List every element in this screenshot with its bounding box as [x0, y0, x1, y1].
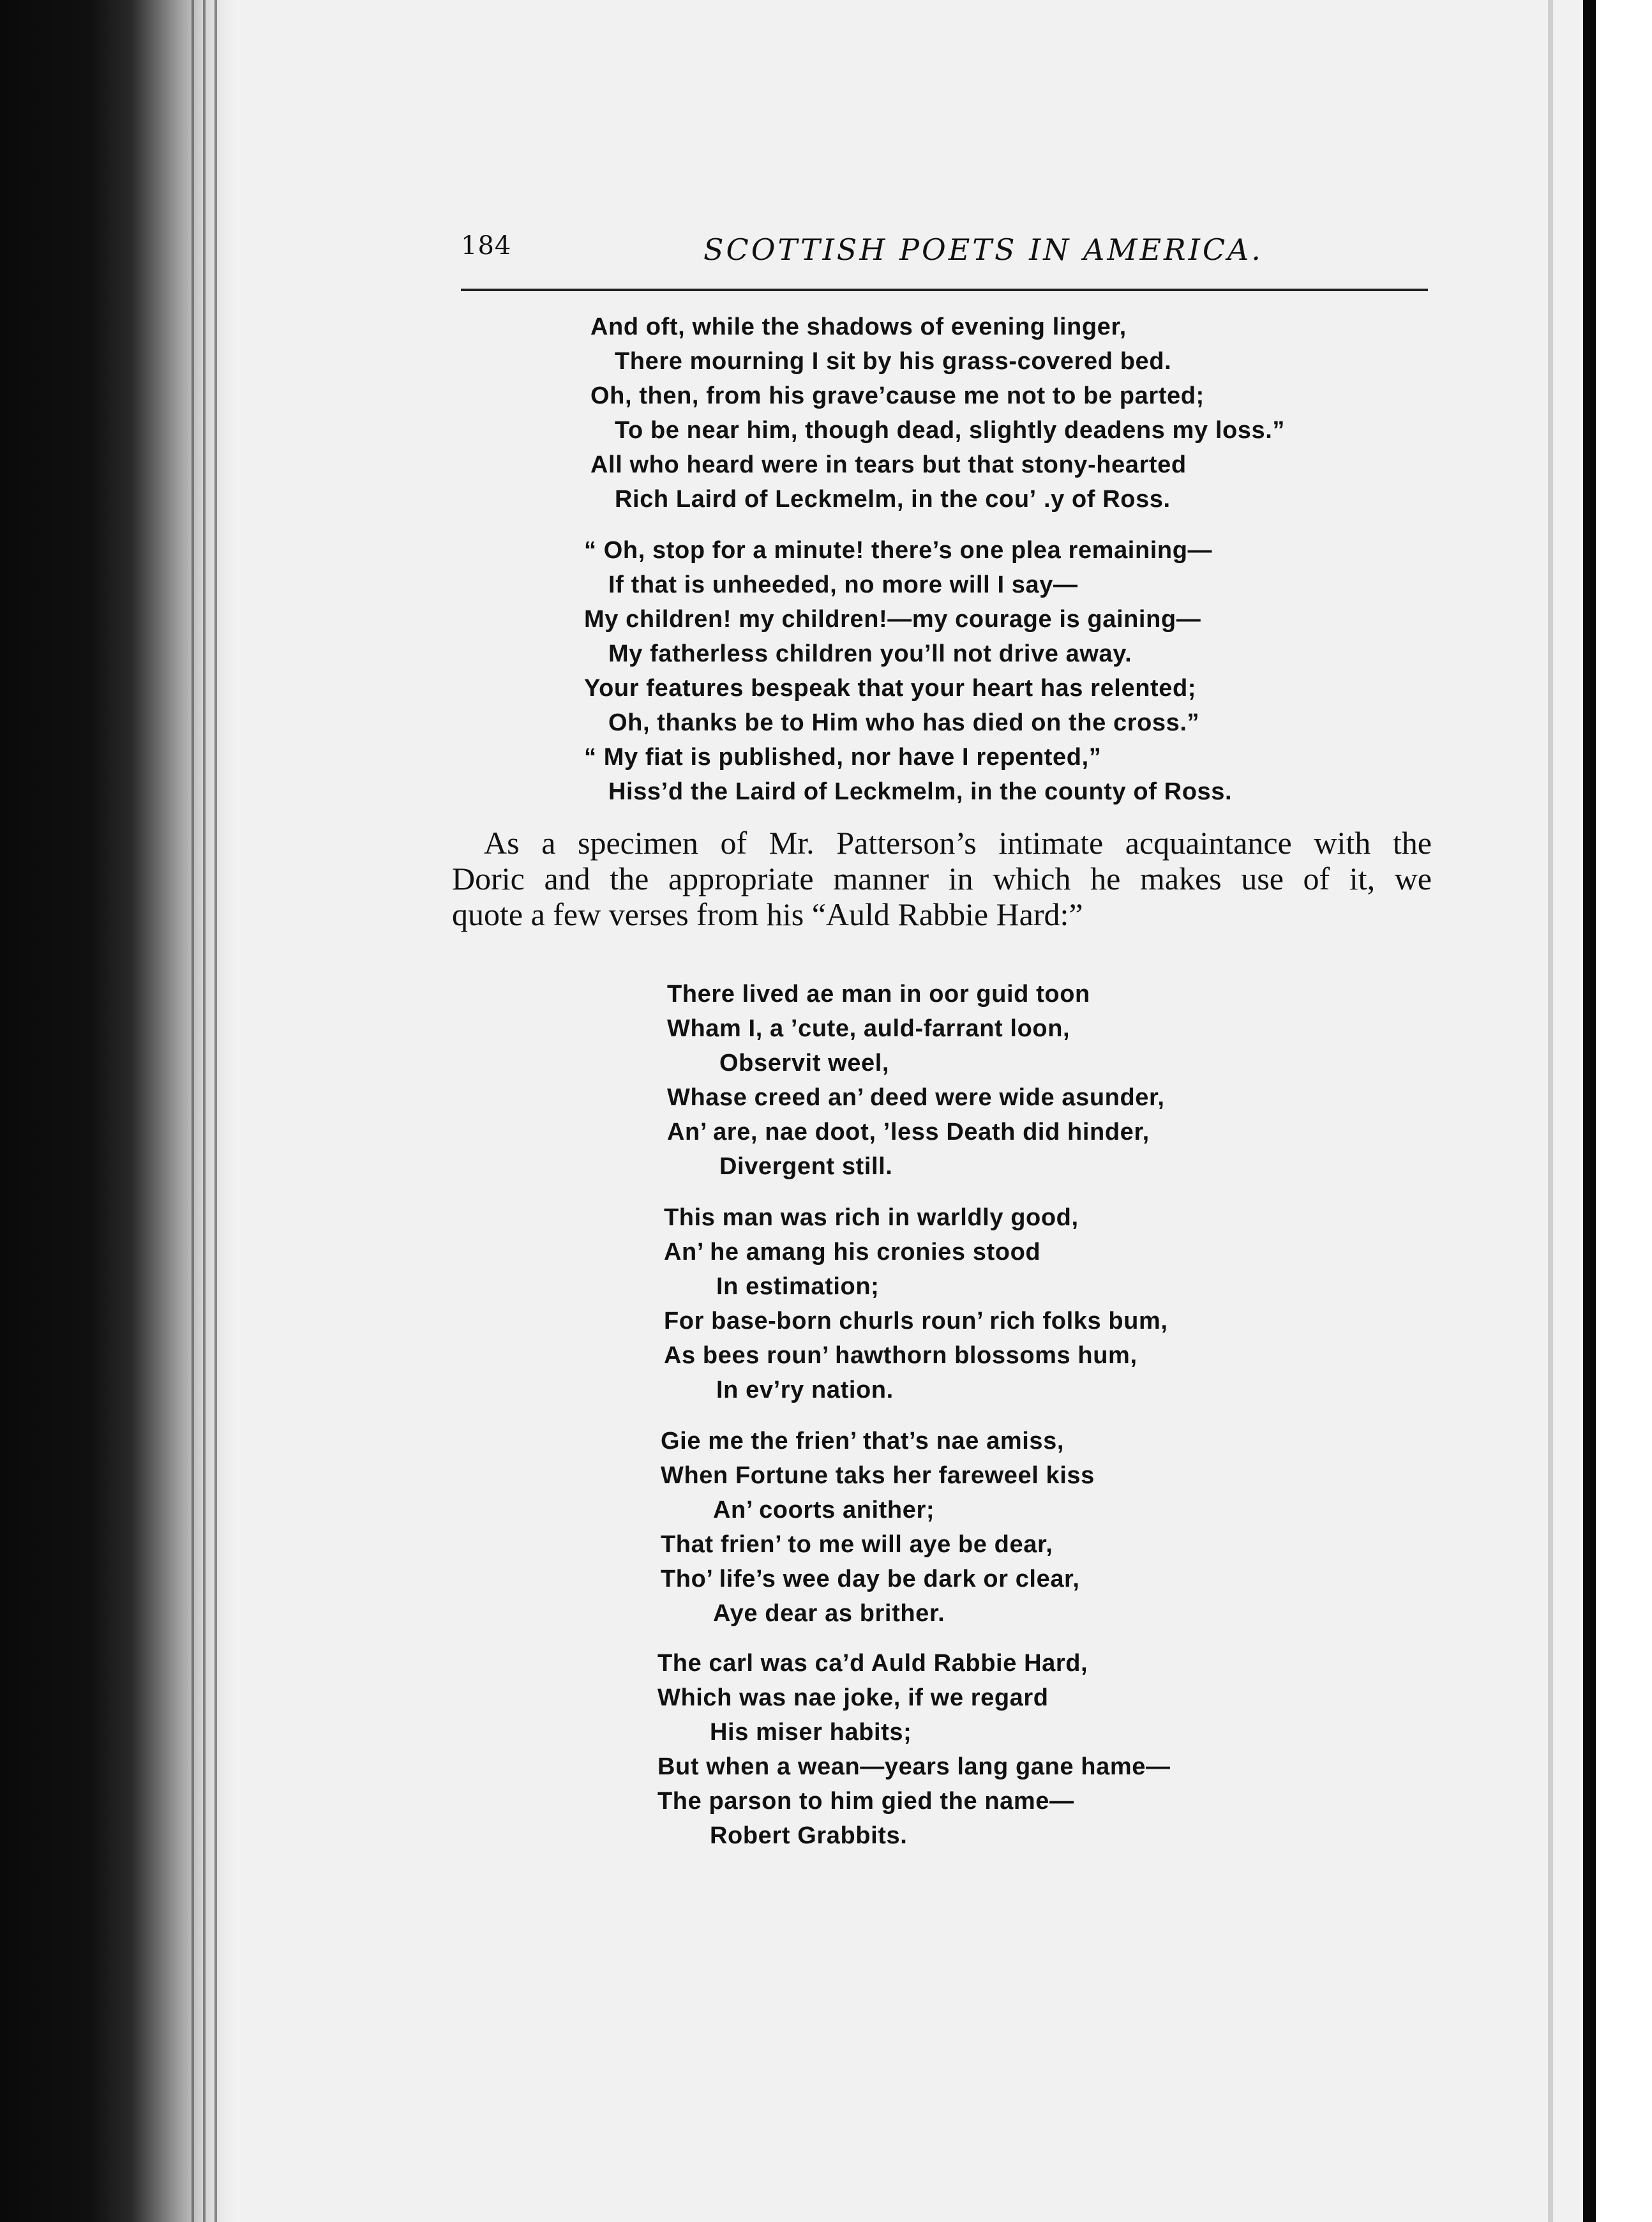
- poem-line: This man was rich in warldly good,: [664, 1204, 1079, 1231]
- poem-line: Observit weel,: [719, 1050, 890, 1077]
- poem-line: Gie me the frien’ that’s nae amiss,: [661, 1428, 1065, 1455]
- verse-line: “ My fiat is published, nor have I repented,”: [584, 744, 1102, 771]
- page-stack-edge: [214, 0, 217, 2222]
- verse-line: If that is unheeded, no more will I say—: [608, 571, 1078, 598]
- page-stack-edge: [191, 0, 194, 2222]
- verse-line: “ Oh, stop for a minute! there’s one plea remaining—: [584, 537, 1213, 564]
- running-title: SCOTTISH POETS IN AMERICA.: [703, 232, 1263, 267]
- verse-line: Rich Laird of Leckmelm, in the couʼ .y of Ross.: [615, 486, 1171, 513]
- poem-line: As bees roun’ hawthorn blossoms hum,: [664, 1342, 1138, 1369]
- prose-paragraph: [452, 825, 1432, 932]
- poem-line: For base-born churls roun’ rich folks bum,: [664, 1308, 1168, 1334]
- poem-stanza: [664, 1200, 1168, 1407]
- poem-line: The parson to him gied the name—: [657, 1788, 1074, 1815]
- verse-line: To be near him, though dead, slightly deadens my loss.”: [615, 417, 1286, 444]
- poem-line: An’ he amang his cronies stood: [664, 1239, 1041, 1266]
- page-right-edge: [1548, 0, 1553, 2222]
- poem-line: There lived ae man in oor guid toon: [667, 981, 1090, 1008]
- verse-line: My children! my children!—my courage is gaining—: [584, 606, 1201, 633]
- poem-stanza: [657, 1646, 1171, 1853]
- scan-right-margin: [1596, 0, 1652, 2222]
- verse-line: Your features bespeak that your heart has relented;: [584, 675, 1197, 702]
- running-head: [461, 223, 1431, 281]
- poem-line: That frien’ to me will aye be dear,: [661, 1531, 1053, 1558]
- poem-line: But when a wean—years lang gane hame—: [657, 1753, 1171, 1780]
- prose-line: Doric and the appropriate manner in which he makes use of it, we: [452, 861, 1432, 896]
- verse-line: My fatherless children you’ll not drive away.: [608, 640, 1132, 667]
- verse-line: There mourning I sit by his grass-covered bed.: [615, 348, 1172, 375]
- poem-line: His miser habits;: [710, 1719, 912, 1746]
- poem-line: Which was nae joke, if we regard: [657, 1684, 1049, 1711]
- poem-line: The carl was ca’d Auld Rabbie Hard,: [657, 1650, 1088, 1677]
- verse-line: Hiss’d the Laird of Leckmelm, in the county of Ross.: [608, 778, 1233, 805]
- poem-line: An’ are, nae doot, ’less Death did hinder,: [667, 1119, 1150, 1145]
- poem-line: Aye dear as brither.: [713, 1600, 945, 1627]
- verse-line: All who heard were in tears but that stony-hearted: [590, 451, 1187, 478]
- poem-line: Tho’ life’s wee day be dark or clear,: [661, 1566, 1080, 1592]
- verse-stanza: [584, 533, 1232, 809]
- prose-line: quote a few verses from his “Auld Rabbie Hard:”: [452, 896, 1083, 932]
- poem-line: In estimation;: [716, 1273, 880, 1300]
- verse-line: And oft, while the shadows of evening linger,: [590, 314, 1127, 340]
- poem-line: Divergent still.: [719, 1153, 893, 1180]
- poem-line: An’ coorts anither;: [713, 1497, 935, 1523]
- scan-dark-border: [1583, 0, 1596, 2222]
- poem-line: Wham I, a ’cute, auld-farrant loon,: [667, 1015, 1070, 1042]
- verse-stanza: [590, 310, 1285, 517]
- poem-stanza: [667, 977, 1165, 1184]
- poem-stanza: [661, 1424, 1095, 1631]
- prose-line: As a specimen of Mr. Patterson’s intimate acquaintance with the: [484, 825, 1432, 861]
- verse-line: Oh, then, from his grave’cause me not to be parted;: [590, 382, 1205, 409]
- verse-line: Oh, thanks be to Him who has died on the cross.”: [608, 709, 1200, 736]
- header-rule: [461, 289, 1428, 291]
- poem-line: When Fortune taks her fareweel kiss: [661, 1462, 1095, 1489]
- poem-line: Robert Grabbits.: [710, 1822, 908, 1849]
- poem-line: In ev’ry nation.: [716, 1377, 894, 1403]
- page-number: 184: [461, 231, 512, 261]
- page-stack-edge: [203, 0, 206, 2222]
- poem-line: Whase creed an’ deed were wide asunder,: [667, 1084, 1165, 1111]
